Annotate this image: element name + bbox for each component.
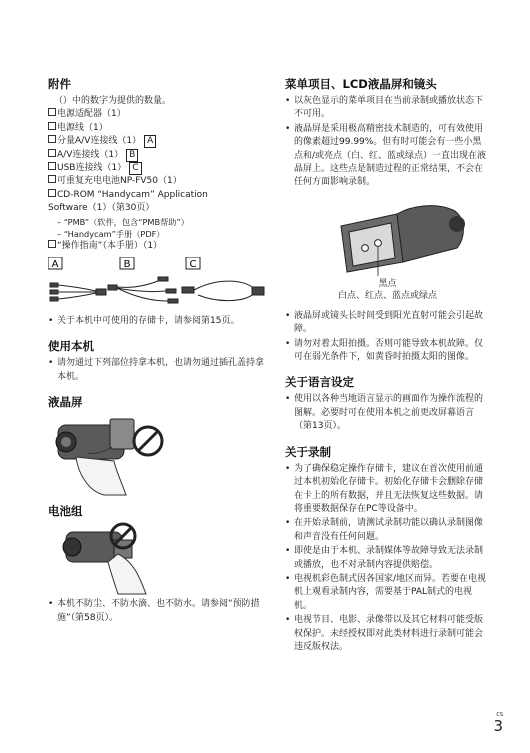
camcorder-battery-hold-image <box>48 522 178 596</box>
lcd-screen-dots-image <box>285 196 490 288</box>
accessory-list <box>48 108 270 253</box>
cdrom-subitem: – “Handycam”手册（PDF） <box>57 228 165 239</box>
cables-illustration <box>48 257 270 313</box>
dots-caption: 白点、红点、蓝点或绿点 <box>337 290 437 301</box>
recording-heading: 关于录制 <box>285 444 331 459</box>
cables-image <box>48 257 270 313</box>
recording-note: • 电视节目、电影、录像带以及其它材料可能受版权保护。未经授权即对此类材料进行录制可能会违反版权法。 <box>285 614 490 654</box>
camcorder-lcd-hold-image <box>48 413 178 497</box>
memcard-note: • 关于本机中可使用的存储卡，请参阅第15页。 <box>48 315 270 328</box>
checkbox-icon <box>48 108 56 116</box>
recording-note: • 在开始录制前，请测试录制功能以确认录制图像和声音没有任何问题。 <box>285 517 490 544</box>
menu-note: • 以灰色显示的菜单项目在当前录制或播放状态下不可用。 <box>285 95 490 122</box>
label-box-b: B <box>126 149 138 162</box>
checkbox-icon <box>48 149 56 157</box>
page-number-value: 3 <box>493 717 503 735</box>
accessory-item-cont: Software（1）（第30页） <box>48 203 155 214</box>
page-number <box>493 712 503 734</box>
language-heading: 关于语言设定 <box>285 375 354 390</box>
menu-lcd-heading: 菜单项目、LCD液晶屏和镜头 <box>285 77 437 91</box>
accessory-item: CD-ROM “Handycam” Application <box>48 189 270 202</box>
battery-illustration <box>48 522 270 596</box>
water-note: • 本机不防尘、不防水滴、也不防水。请参阅“预防措施”（第58页）。 <box>48 598 270 625</box>
use-note-list <box>48 357 270 384</box>
recording-note: • 电视机彩色制式因各国家/地区而异。若要在电视机上观看录制内容，需要基于PAL制式的电视机。 <box>285 573 490 613</box>
checkbox-icon <box>48 135 56 143</box>
cdrom-subitem: – “PMB”（软件，包含“PMB帮助”） <box>57 216 189 227</box>
water-note-list <box>48 598 270 625</box>
recording-notes <box>285 463 490 655</box>
sun-notes <box>285 310 490 365</box>
memcard-note-list <box>48 315 270 328</box>
cable-label-a: A <box>51 259 59 271</box>
left-column <box>48 76 270 626</box>
checkbox-icon <box>48 175 56 183</box>
language-note: • 使用以各种当地语言显示的画面作为操作流程的图解。必要时可在使用本机之前更改屏幕语言（第13页）。 <box>285 393 490 433</box>
component-av-cable <box>50 283 106 301</box>
language-notes <box>285 393 490 433</box>
accessory-item: 可重复充电电池NP-FV50（1） <box>48 175 270 188</box>
accessory-item: 电源线（1） <box>48 122 270 135</box>
checkbox-icon <box>48 189 56 197</box>
sun-note: • 请勿对着太阳拍摄。否则可能导致本机故障。仅可在弱光条件下，如黄昏时拍摄太阳的图像。 <box>285 338 490 365</box>
usb-cable <box>182 281 264 300</box>
battery-heading: 电池组 <box>48 504 83 519</box>
av-cable <box>108 277 178 303</box>
checkbox-icon <box>48 240 56 248</box>
sun-note: • 液晶屏或镜头长时间受到阳光直射可能会引起故障。 <box>285 310 490 337</box>
accessories-heading: 附件 <box>48 77 71 91</box>
recording-note: • 为了确保稳定操作存储卡，建议在首次使用前通过本机初始化存储卡。初始化存储卡会删除存储在卡上的所有数据，并且无法恢复这些数据。请将重要数据保存在PC等设备中。 <box>285 463 490 517</box>
black-dot-label: 黑点 <box>378 278 397 289</box>
lcd-dots-illustration <box>285 196 490 288</box>
recording-note: • 即使是由于本机、录制媒体等故障导致无法录制或播放，也不对录制内容提供赔偿。 <box>285 545 490 572</box>
lcd-illustration <box>48 413 270 497</box>
checkbox-icon <box>48 162 56 170</box>
accessory-item: 电源适配器（1） <box>48 108 270 121</box>
language-code: CS <box>496 712 503 718</box>
accessory-item: “操作指南”（本手册）（1） <box>48 240 270 253</box>
lcd-pixel-note: • 液晶屏是采用极高精密技术制造的，可有效使用的像素超过99.99%。但有时可能会有一些小黑点和/或亮点（白、红、蓝或绿点）一直出现在液晶屏上。这些点是制造过程的正常结果，不会在任何方面影响录制。 <box>285 123 490 190</box>
accessory-item: 分量A/V连接线（1） A <box>48 135 270 148</box>
lcd-heading: 液晶屏 <box>48 395 83 410</box>
accessory-item: A/V连接线（1） B <box>48 149 270 162</box>
cable-label-c: C <box>189 259 197 271</box>
checkbox-icon <box>48 122 56 130</box>
accessory-item: USB连接线（1） C <box>48 162 270 175</box>
label-box-a: A <box>144 135 156 148</box>
accessories-intro: （）中的数字为提供的数量。 <box>54 96 172 106</box>
cable-label-b: B <box>123 259 131 271</box>
label-box-c: C <box>129 162 141 175</box>
menu-notes <box>285 95 490 190</box>
right-column <box>285 76 490 655</box>
use-note: • 请勿通过下列部位持拿本机，也请勿通过插孔盖持拿本机。 <box>48 357 270 384</box>
use-heading: 使用本机 <box>48 339 94 354</box>
